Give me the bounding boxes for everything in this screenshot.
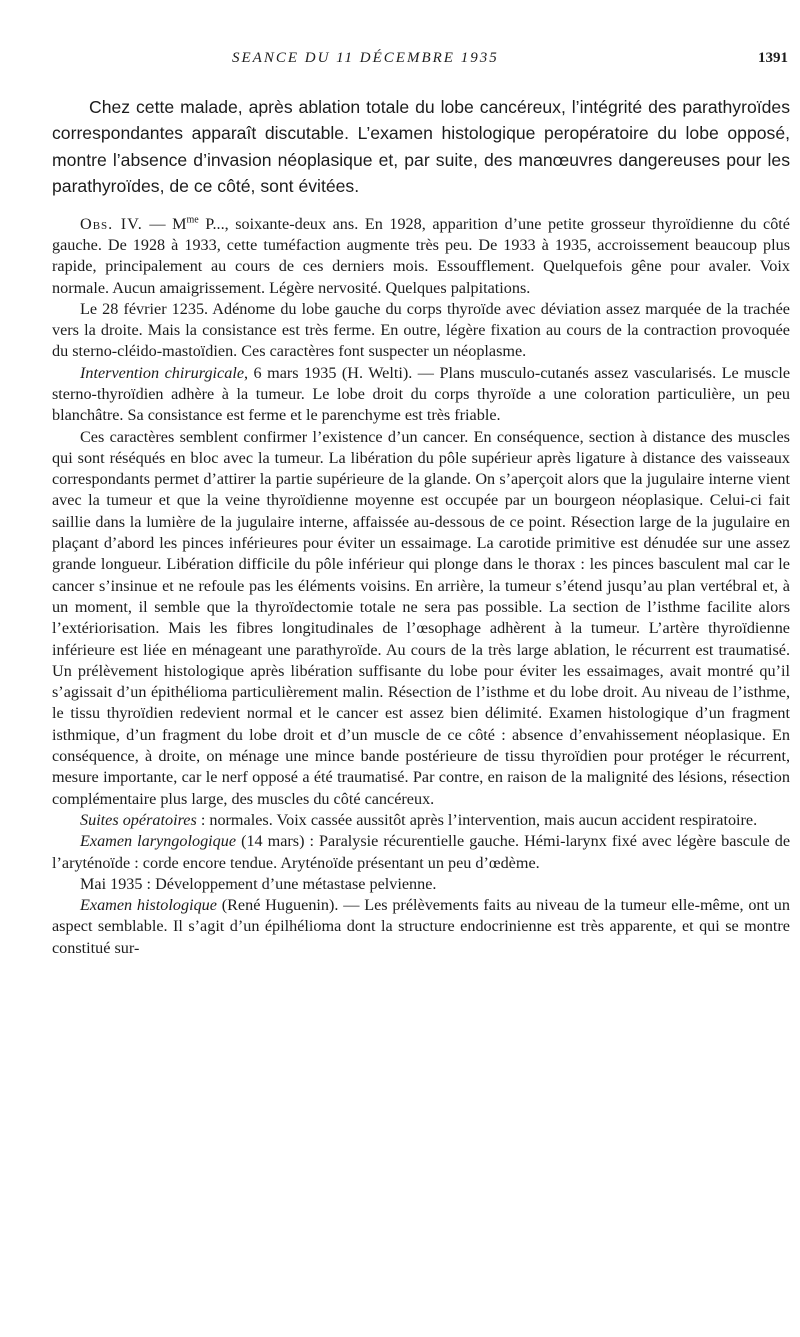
observation-intro-text: P..., soixante-deux ans. En 1928, apparition d’une petite grosseur thyroïdienne du côté gauche. De 1928 à 1933, cette tuméfaction augmente très peu. De 1933 à 1935, accroissement beaucoup plus rapide, principalement au cours de ces derniers mois. Essoufflement. Quelquefois gêne pour avaler. Voix normale. Aucun amaigrissement. Légère nervosité. Quelques palpitations.	[52, 214, 790, 297]
patient-prefix: — M	[142, 214, 187, 233]
header-title: SEANCE DU 11 DÉCEMBRE 1935	[232, 50, 499, 66]
surgery-details-paragraph: Ces caractères semblent confirmer l’existence d’un cancer. En conséquence, section à distance des muscles qui sont réséqués en bloc avec la tumeur. La libération du pôle supérieur après ligature à distance des vaisseaux correspondants permet d’attirer la partie supérieure de la glande. On s’aperçoit alors que la jugulaire interne vient avec la tumeur et que la veine thyroïdienne moyenne est occupée par un bourgeon néoplasique. Celui-ci fait saillie dans la lumière de la jugulaire interne, affaissée au-dessous de ce point. Résection large de la jugulaire en plaçant d’abord les pinces inférieures pour éviter un essaimage. La carotide primitive est dénudée sur une assez grande longueur. Libération difficile du pôle inférieur qui plonge dans le thorax : les pinces basculent mal car le cancer s’insinue et ne refoule pas les éléments voisins. En arrière, la tumeur s’étend jusqu’au plan vertébral et, à un moment, il semble que la thyroïdectomie totale ne sera pas possible. La section de l’isthme facilite alors l’extériorisation. Mais les fibres longitudinales de l’œsophage adhèrent à la tumeur. L’artère thyroïdienne inférieure est liée en ménageant une parathyroïde. Au cours de la très large ablation, le récurrent est traumatisé. Un prélèvement histologique après libération suffisante du lobe pour éviter les essaimages, avait montré qu’il s’agissait d’un épithélioma particulièrement malin. Résection de l’isthme et du lobe droit. Au niveau de l’isthme, le tissu thyroïdien redevient normal et le cancer est assez bien délimité. Examen histologique d’un fragment isthmique, d’un fragment du lobe droit et d’un muscle de ce côté : absence d’envahissement néoplasique. En conséquence, à droite, on ménage une mince bande postérieure de tissu thyroïdien pour protéger le récurrent, mesure importante, car le nerf opposé a été traumatisé. Par contre, en raison de la malignité des lésions, résection complémentaire plus large, des muscles du côté cancéreux.	[52, 427, 790, 808]
intervention-label: Intervention chirurgicale	[80, 363, 245, 382]
suites-text: : normales. Voix cassée aussitôt après l’intervention, mais aucun accident respiratoire.	[196, 810, 758, 829]
suites-label: Suites opératoires	[80, 810, 197, 829]
page-number: 1391	[758, 50, 788, 66]
laryngo-text: (14 mars) : Paralysie récurentielle gauche. Hémi-larynx fixé avec légère bascule de l’aryténoïde : corde encore tendue. Aryténoïde présentant un peu d’œdème.	[52, 832, 790, 872]
observation-label: Obs. IV.	[80, 214, 143, 233]
patient-superscript: me	[186, 214, 199, 226]
laryngo-paragraph	[52, 831, 790, 874]
february-paragraph: Le 28 février 1235. Adénome du lobe gauche du corps thyroïde avec déviation assez marquée de la trachée vers la droite. Mais la consistance est très ferme. En outre, légère fixation au cours de la contraction provoquée du sterno-cléido-mastoïdien. Ces caractères font suspecter un néoplasme.	[52, 299, 790, 361]
observation-intro	[52, 214, 790, 299]
histology-text: (René Huguenin). — Les prélèvements faits au niveau de la tumeur elle-même, ont un aspect semblable. Il s’agit d’un épilhélioma dont la structure endocrinienne est très apparente, et qui se montre constitué sur-	[52, 896, 790, 957]
running-header	[52, 50, 790, 74]
histology-label: Examen histologique	[80, 896, 217, 915]
lead-paragraph: Chez cette malade, après ablation totale du lobe cancéreux, l’intégrité des parathyroïdes correspondantes apparaît discutable. L’examen histologique peropératoire du lobe opposé, montre l’absence d’invasion néoplasique et, par suite, des manœuvres dangereuses pour les parathyroïdes, de ce côté, sont évitées.	[52, 97, 790, 197]
histology-paragraph	[52, 895, 790, 959]
observation-section	[52, 214, 790, 959]
may-paragraph: Mai 1935 : Développement d’une métastase pelvienne.	[80, 874, 437, 893]
intervention-text: , 6 mars 1935 (H. Welti). — Plans musculo-cutanés assez vascularisés. Le muscle sterno-thyroïdien adhère à la tumeur. Le lobe droit du corps thyroïde a une coloration particulière, un peu blanchâtre. Sa consistance est ferme et le parenchyme est très friable.	[52, 363, 791, 425]
suites-paragraph	[52, 810, 790, 831]
document-page	[52, 50, 790, 959]
laryngo-label: Examen laryngologique	[80, 832, 237, 851]
intervention-paragraph	[52, 363, 790, 427]
